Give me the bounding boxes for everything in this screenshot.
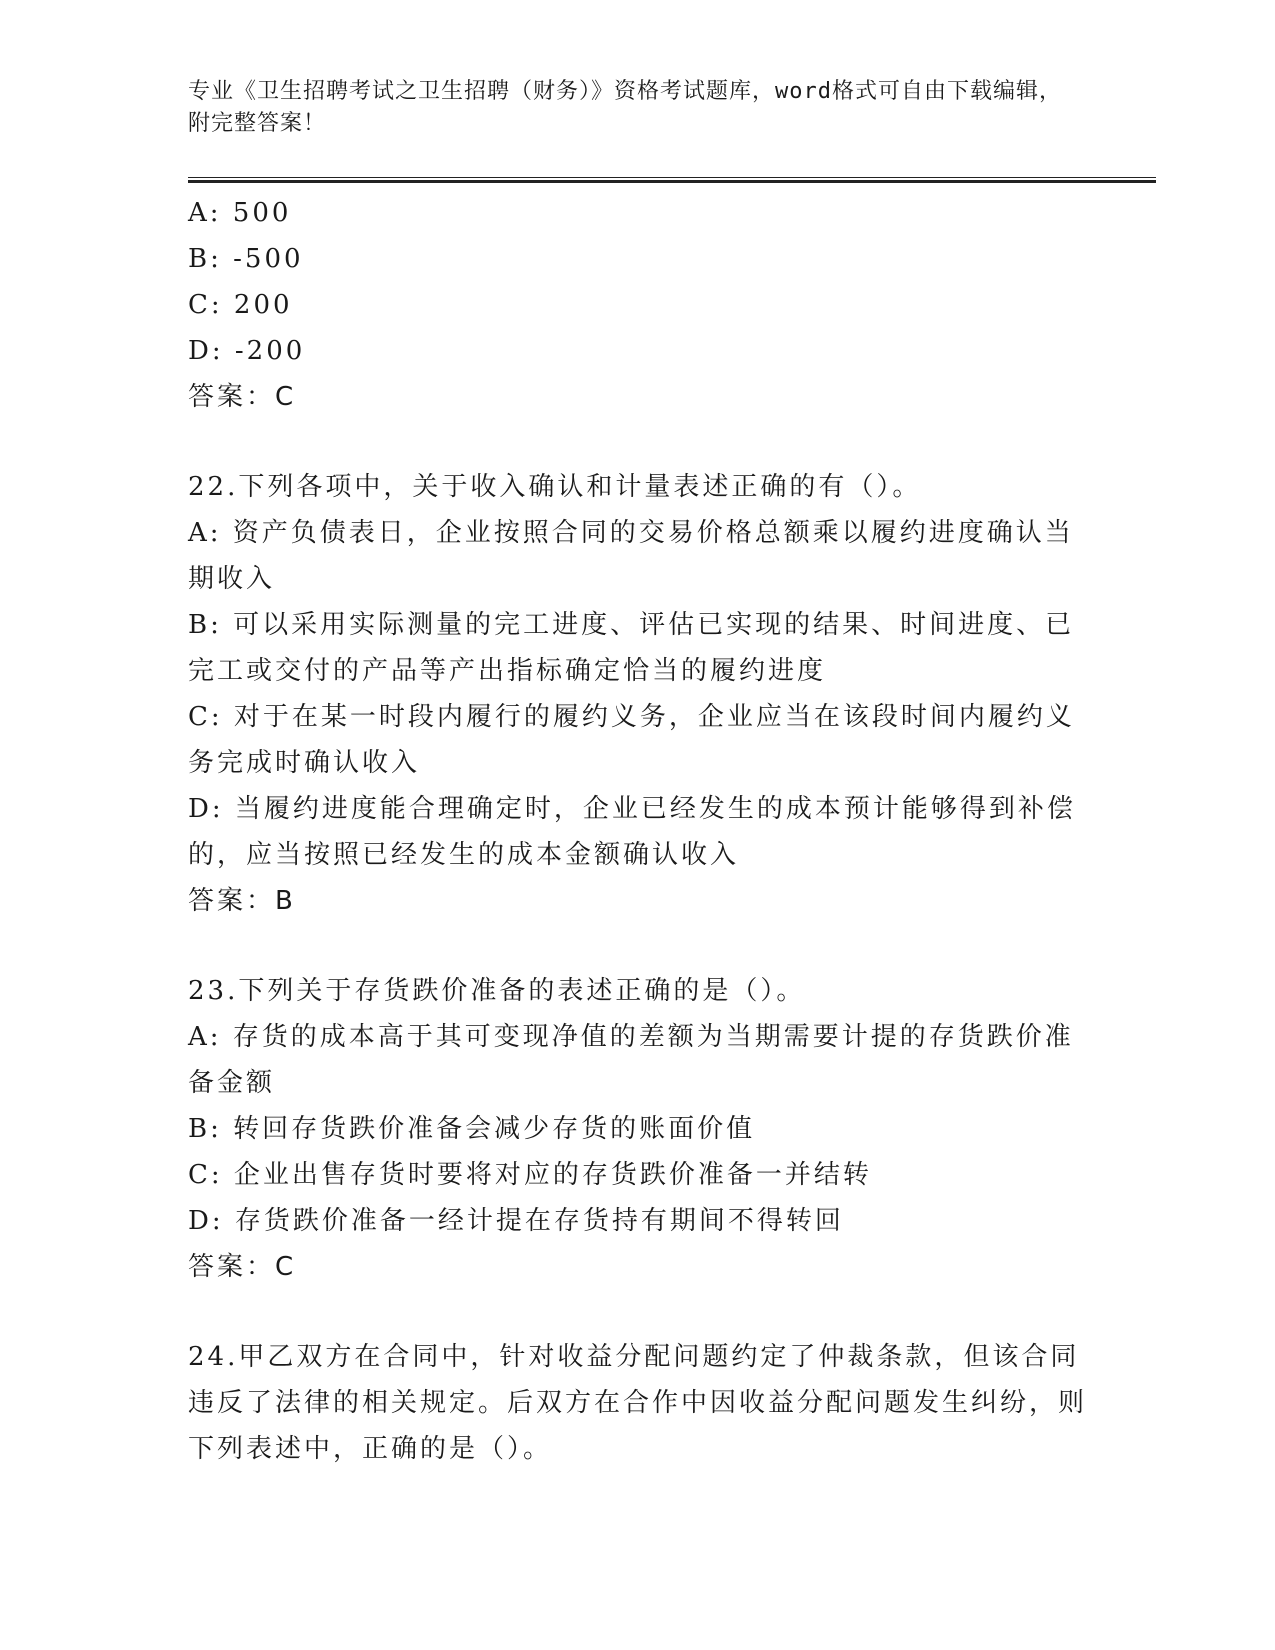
question-stem: 23.下列关于存货跌价准备的表述正确的是（）。 (188, 976, 806, 1006)
header-divider (188, 177, 1156, 183)
question-23 (188, 968, 1088, 1290)
question-list (188, 190, 1088, 1472)
answer: 答案：C (188, 382, 297, 412)
option-b: B: -500 (188, 244, 304, 274)
option-c: C: 对于在某一时段内履行的履约义务，企业应当在该段时间内履约义务完成时确认收入 (188, 702, 1075, 778)
option-b: B: 转回存货跌价准备会减少存货的账面价值 (188, 1114, 756, 1144)
question-stem: 24.甲乙双方在合同中，针对收益分配问题约定了仲裁条款，但该合同违反了法律的相关规定。后双方在合作中因收益分配问题发生纠纷，则下列表述中，正确的是（）。 (188, 1342, 1088, 1464)
option-c: C: 200 (188, 290, 293, 320)
question-22 (188, 464, 1088, 924)
option-d: D: 当履约进度能合理确定时，企业已经发生的成本预计能够得到补偿的，应当按照已经发生的成本金额确认收入 (188, 794, 1076, 870)
option-a: A: 存货的成本高于其可变现净值的差额为当期需要计提的存货跌价准备金额 (188, 1022, 1074, 1098)
option-c: C: 企业出售存货时要将对应的存货跌价准备一并结转 (188, 1160, 872, 1190)
question-21-tail (188, 190, 1088, 420)
page-header: 专业《卫生招聘考试之卫生招聘（财务）》资格考试题库，word格式可自由下载编辑，附完整答案！ (188, 79, 1062, 136)
question-24 (188, 1334, 1088, 1472)
option-a: A: 500 (188, 198, 292, 228)
option-b: B: 可以采用实际测量的完工进度、评估已实现的结果、时间进度、已完工或交付的产品等产出指标确定恰当的履约进度 (188, 610, 1075, 686)
answer: 答案：B (188, 886, 296, 916)
answer: 答案：C (188, 1252, 297, 1282)
option-a: A: 资产负债表日，企业按照合同的交易价格总额乘以履约进度确认当期收入 (188, 518, 1074, 594)
option-d: D: -200 (188, 336, 306, 366)
question-stem: 22.下列各项中，关于收入确认和计量表述正确的有（）。 (188, 472, 922, 502)
option-d: D: 存货跌价准备一经计提在存货持有期间不得转回 (188, 1206, 844, 1236)
